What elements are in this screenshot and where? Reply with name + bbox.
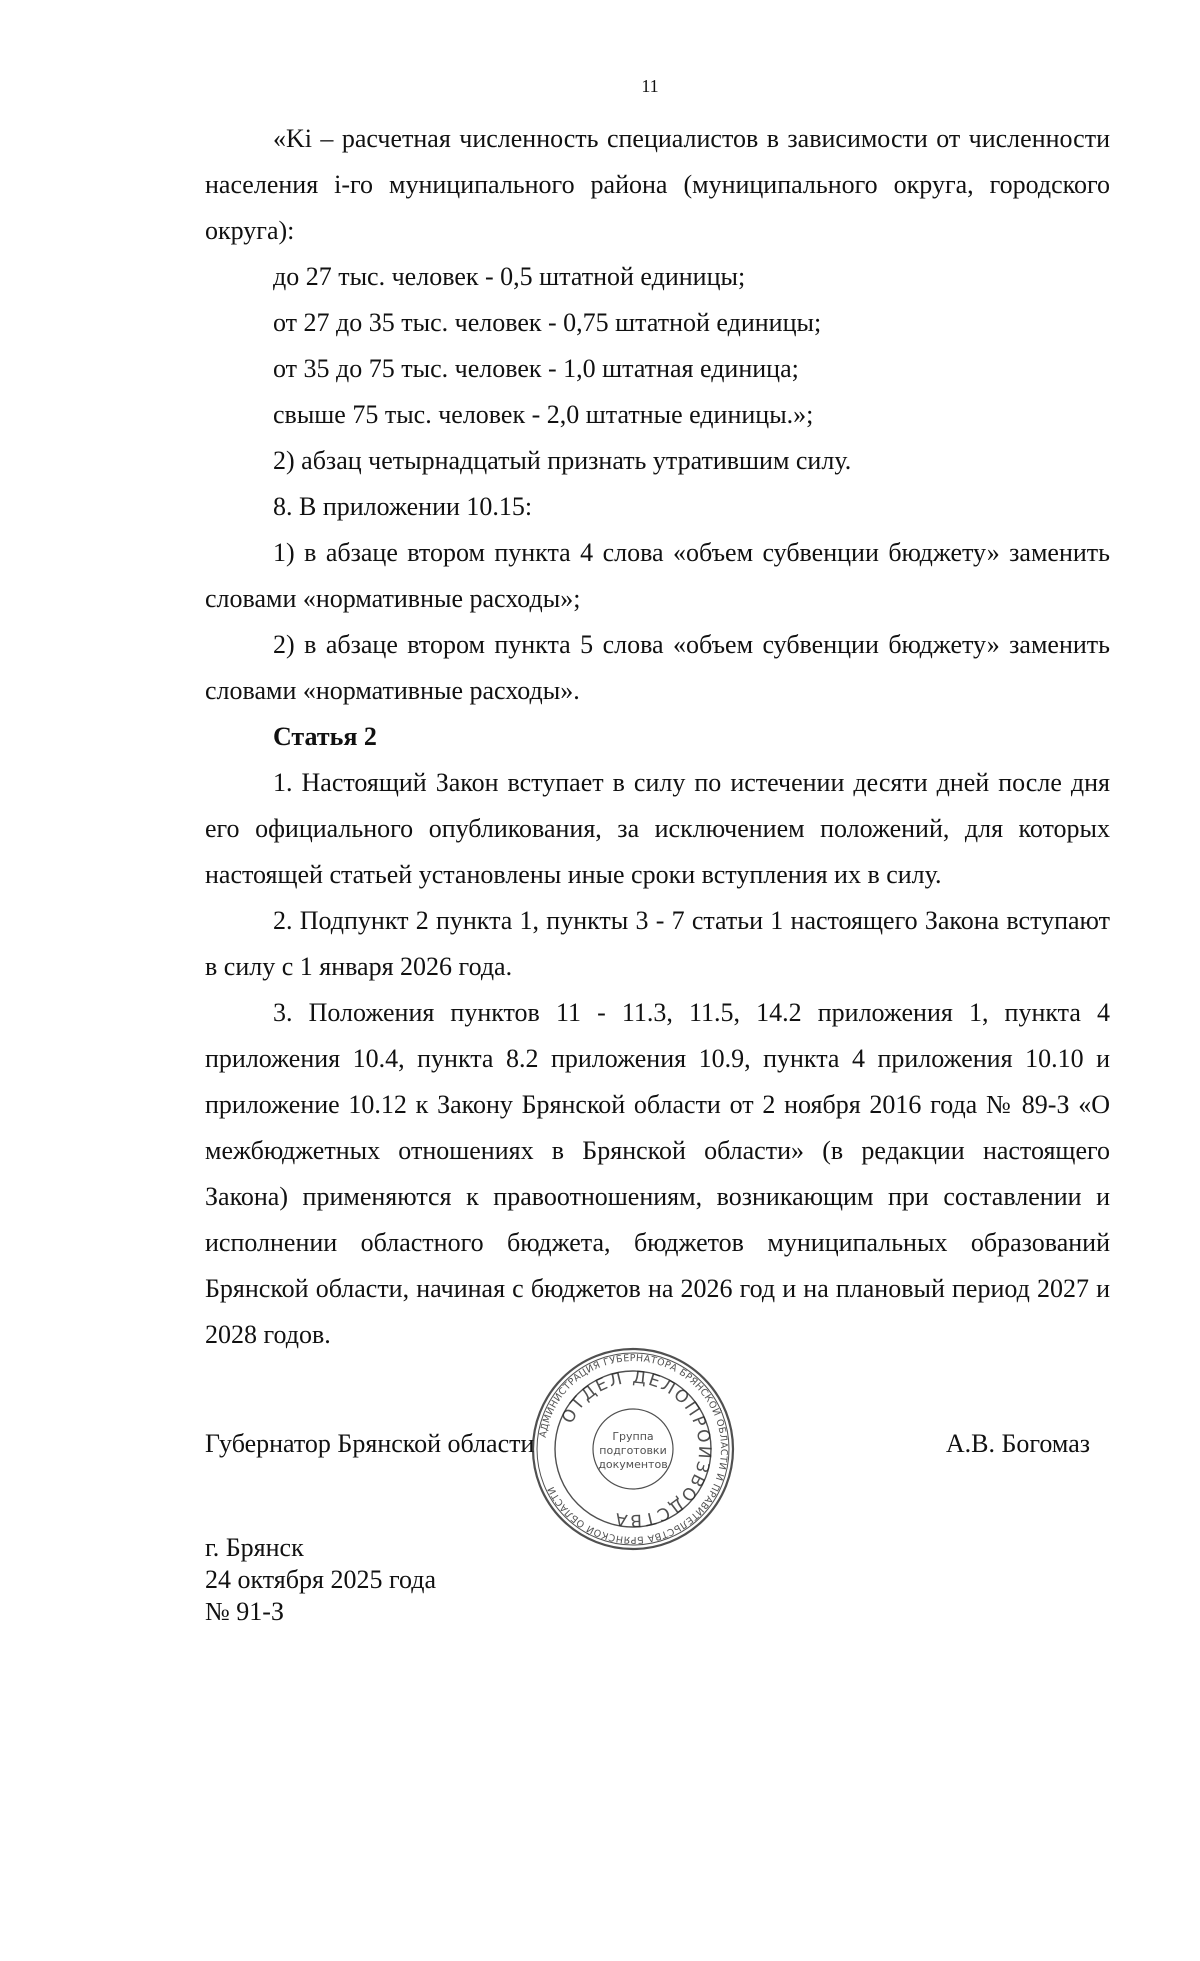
- paragraph-item-4: 1) в абзаце втором пункта 4 слова «объем субвенции бюджету» заменить словами «нормативные расходы»;: [205, 538, 1110, 613]
- paragraph-tier-2: от 27 до 35 тыс. человек - 0,75 штатной единицы;: [273, 308, 822, 337]
- law-number: № 91-З: [205, 1597, 284, 1626]
- stamp-ring-text: АДМИНИСТРАЦИЯ ГУБЕРНАТОРА БРЯНСКОЙ ОБЛАСТИ И ПРАВИТЕЛЬСТВА БРЯНСКОЙ ОБЛАСТИ: [537, 1352, 730, 1546]
- paragraph-abzac-14: 2) абзац четырнадцатый признать утратившим силу.: [273, 446, 852, 475]
- article-paragraph-3: 3. Положения пунктов 11 - 11.3, 11.5, 14.2 приложения 1, пункта 4 приложения 10.4, пункта 8.2 приложения 10.9, пункта 4 приложения 10.10 и приложение 10.12 к Закону Брянской области от 2 ноября 2016 года № 89-З «О межбюджетных отношениях в Брянской области» (в редакции настоящего Закона) применяются к правоотношениям, возникающим при составлении и исполнении областного бюджета, бюджетов муниципальных образований Брянской области, начиная с бюджетов на 2026 год и на плановый период 2027 и 2028 годов.: [205, 998, 1110, 1349]
- city: г. Брянск: [205, 1533, 304, 1562]
- article-heading: Статья 2: [273, 722, 377, 751]
- signatory-name: А.В. Богомаз: [945, 1429, 1090, 1458]
- paragraph-appendix-1015: 8. В приложении 10.15:: [273, 492, 533, 521]
- document-body: [205, 116, 1110, 1358]
- stamp-center-line-3: документов: [598, 1458, 668, 1471]
- official-stamp: [528, 1344, 738, 1554]
- paragraph-tier-3: от 35 до 75 тыс. человек - 1,0 штатная единица;: [273, 354, 799, 383]
- stamp-center-line-2: подготовки: [599, 1444, 667, 1457]
- stamp-department-text: ОТДЕЛ ДЕЛОПРОИЗВОДСТВА: [558, 1367, 715, 1531]
- paragraph-ki-definition: «Ki – расчетная численность специалистов в зависимости от численности населения i-го муниципального района (муниципального округа, городского округа):: [205, 124, 1110, 245]
- paragraph-tier-4: свыше 75 тыс. человек - 2,0 штатные единицы.»;: [273, 400, 814, 429]
- paragraph-tier-1: до 27 тыс. человек - 0,5 штатной единицы;: [273, 262, 746, 291]
- article-paragraph-2: 2. Подпункт 2 пункта 1, пункты 3 - 7 статьи 1 настоящего Закона вступают в силу с 1 января 2026 года.: [205, 906, 1110, 981]
- stamp-center-line-1: Группа: [612, 1430, 654, 1443]
- signatory-position: Губернатор Брянской области: [205, 1429, 535, 1458]
- page-number: 11: [641, 76, 659, 96]
- article-paragraph-1: 1. Настоящий Закон вступает в силу по истечении десяти дней после дня его официального опубликования, за исключением положений, для которых настоящей статьей установлены иные сроки вступления их в силу.: [205, 768, 1110, 889]
- place-date-number: [205, 1532, 436, 1628]
- paragraph-item-5: 2) в абзаце втором пункта 5 слова «объем субвенции бюджету» заменить словами «нормативные расходы».: [205, 630, 1110, 705]
- date: 24 октября 2025 года: [205, 1565, 436, 1594]
